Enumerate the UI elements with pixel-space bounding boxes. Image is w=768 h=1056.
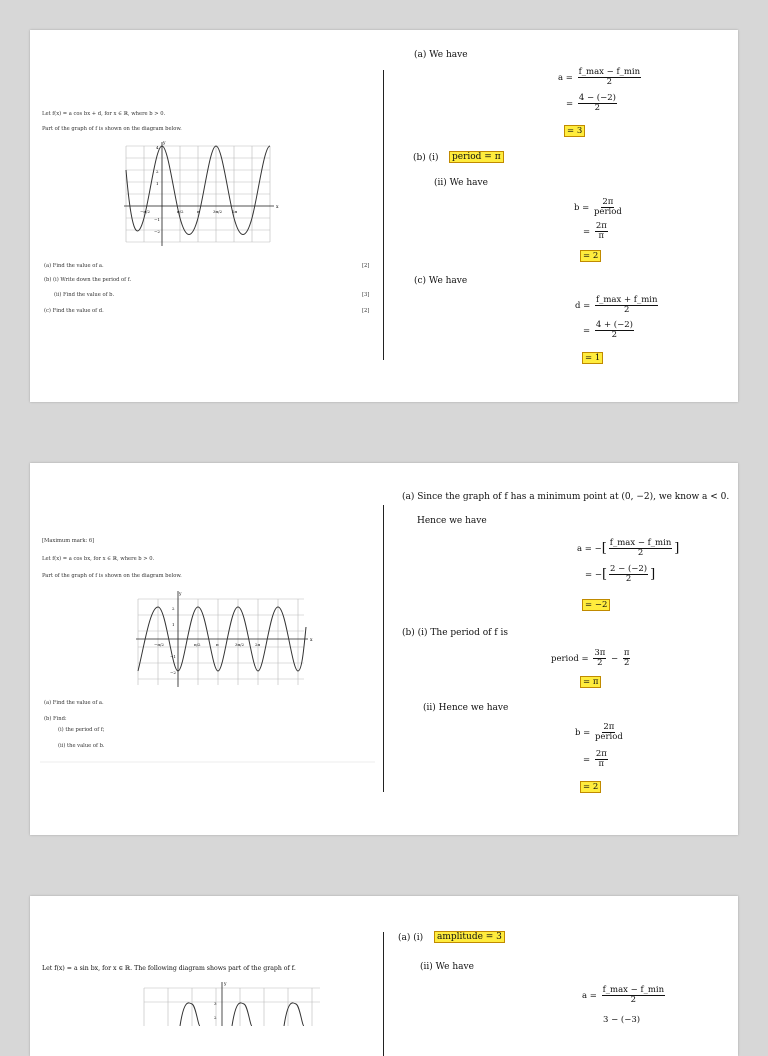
- question-graph-note: Part of the graph of f is shown on the diagram below.: [42, 126, 182, 132]
- question-intro: Let f(x) = a sin bx, for x ∈ ℝ. The following diagram shows part of the graph of f.: [42, 965, 296, 972]
- answer-highlight: = 1: [582, 353, 603, 363]
- solution-c-line2: = $\frac{4 + (-2)}{2}$: [583, 320, 633, 340]
- x-tick: π/2: [177, 209, 184, 214]
- x-tick: π: [216, 642, 219, 647]
- solution-a-intro: (a) Since the graph of f has a minimum point at (0, −2), we know a < 0.: [402, 492, 730, 502]
- solution-a-i-label: (a) (i): [398, 933, 424, 943]
- answer-highlight: = 3: [564, 126, 585, 136]
- y-tick: 1: [172, 622, 175, 627]
- solution-a-line2: = $\frac{4 - (-2)}{2}$: [566, 93, 616, 113]
- solution-b-i-label: (b) (i) The period of f is: [402, 628, 509, 638]
- solution-a-line1: a = $\frac{f\_\max - f\_\min}{2}$: [558, 67, 641, 87]
- answer-highlight: = 2: [580, 782, 601, 792]
- answer-highlight: = π: [580, 677, 601, 687]
- column-divider: [383, 932, 384, 1056]
- solution-period-line: period = $\frac{3\pi}{2}$ − $\frac{\pi}{2}$: [551, 648, 630, 668]
- column-divider: [383, 70, 384, 360]
- solution-a-line1: a = $\frac{f\_\max - f\_\min}{2}$: [582, 985, 665, 1005]
- x-axis-label: x: [276, 205, 279, 210]
- question-part-b-ii: (ii) Find the value of b.: [54, 292, 115, 298]
- question-graph-note: Part of the graph of f is shown on the diagram below.: [42, 573, 182, 579]
- solution-a-intro: (a) We have: [414, 50, 468, 60]
- y-tick: 2: [156, 169, 159, 174]
- y-axis-label: y: [224, 982, 227, 987]
- answer-highlight: amplitude = 3: [434, 932, 505, 942]
- y-axis-label: y: [179, 592, 182, 597]
- solution-b-line2: = $\frac{2\pi}{\pi}$: [583, 221, 607, 241]
- max-mark: [Maximum mark: 6]: [42, 538, 95, 544]
- x-axis-label: x: [310, 638, 313, 643]
- solution-a-ii-intro: (ii) We have: [420, 962, 474, 972]
- solution-b-line2: = $\frac{2\pi}{\pi}$: [583, 749, 607, 769]
- y-tick: 2: [172, 606, 175, 611]
- answer-highlight: = −2: [582, 600, 610, 610]
- solution-a-line1: a = −[ $\frac{f\_\max - f\_\min}{2}$ ]: [577, 538, 680, 558]
- x-tick: 2π: [255, 642, 261, 647]
- worksheet-page-3: [30, 896, 738, 1056]
- marks: [2]: [362, 308, 370, 314]
- solution-a-hence: Hence we have: [417, 516, 487, 526]
- question-intro: Let f(x) = a cos bx + d, for x ∈ ℝ, where b > 0.: [42, 111, 166, 117]
- x-tick: 2π: [232, 209, 238, 214]
- solution-b-ii-intro: (ii) Hence we have: [423, 703, 509, 713]
- y-tick: 1: [156, 181, 159, 186]
- cosine-graph-1: [124, 140, 306, 254]
- x-tick: −π/2: [154, 642, 164, 647]
- y-tick: −1: [170, 654, 176, 659]
- cosine-graph-2: [132, 587, 320, 691]
- y-tick: 4: [156, 145, 159, 150]
- worksheet-page-2: [30, 463, 738, 835]
- worksheet-page-1: [30, 30, 738, 402]
- x-tick: π: [197, 209, 200, 214]
- y-tick: −2: [154, 229, 160, 234]
- x-tick: 3π/2: [213, 209, 223, 214]
- question-part-a: (a) Find the value of a.: [44, 700, 104, 706]
- solution-b-i-label: (b) (i): [413, 153, 439, 163]
- question-intro: Let f(x) = a cos bx, for x ∈ ℝ, where b > 0.: [42, 556, 155, 562]
- solution-b-line1: b = $\frac{2\pi}{\text{period}}$: [575, 722, 623, 742]
- solution-b-line1: b = $\frac{2\pi}{\text{period}}$: [574, 197, 622, 217]
- divider-line: [40, 761, 375, 763]
- question-part-b: (b) Find:: [44, 716, 67, 722]
- x-tick: π/2: [194, 642, 201, 647]
- answer-highlight: period = π: [449, 152, 504, 162]
- y-tick: −2: [170, 670, 176, 675]
- question-part-c: (c) Find the value of d.: [44, 308, 104, 314]
- y-tick: 2: [214, 1015, 217, 1020]
- question-part-b-i: (b) (i) Write down the period of f.: [44, 277, 132, 283]
- marks: [3]: [362, 292, 370, 298]
- solution-c-intro: (c) We have: [414, 276, 468, 286]
- x-tick: −π/2: [140, 209, 150, 214]
- sine-graph-3: [140, 976, 320, 1026]
- solution-c-line1: d = $\frac{f\_\max + f\_\min}{2}$: [575, 295, 658, 315]
- question-part-b-i: (i) the period of f;: [58, 727, 105, 733]
- answer-highlight: = 2: [580, 251, 601, 261]
- solution-a-line2: 3 − (−3): [603, 1015, 641, 1025]
- solution-a-line2: = −[ $\frac{2 - (-2)}{2}$ ]: [585, 564, 656, 584]
- x-tick: 3π/2: [235, 642, 245, 647]
- question-part-b-ii: (ii) the value of b.: [58, 743, 105, 749]
- marks: [2]: [362, 263, 370, 269]
- y-axis-label: y: [163, 141, 166, 146]
- y-tick: 3: [214, 1001, 217, 1006]
- question-part-a: (a) Find the value of a.: [44, 263, 104, 269]
- y-tick: −1: [154, 217, 160, 222]
- solution-b-ii-intro: (ii) We have: [434, 178, 488, 188]
- column-divider: [383, 505, 384, 792]
